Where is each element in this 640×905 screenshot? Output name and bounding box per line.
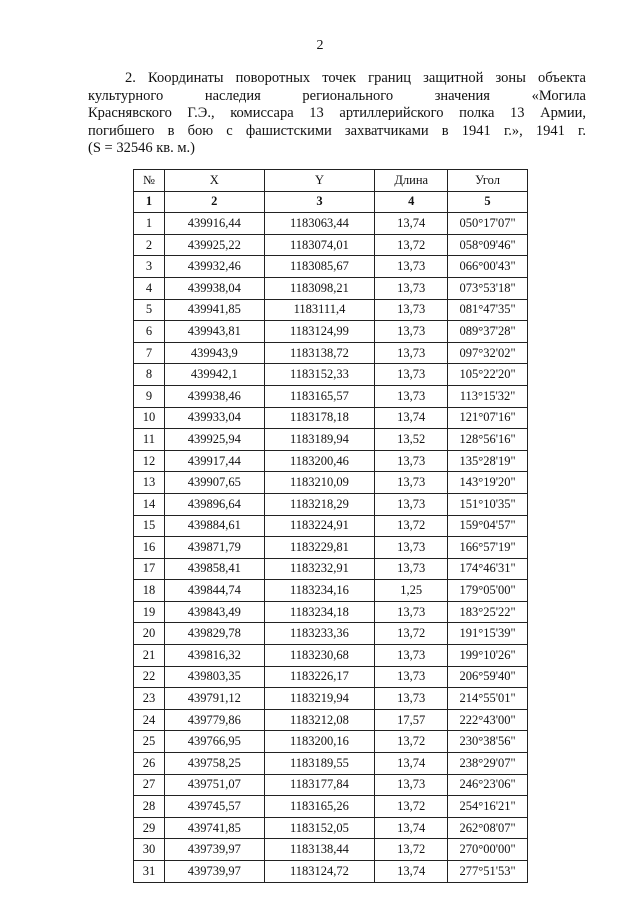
point-number: 10 — [134, 407, 165, 429]
direction-angle: 128°56'16" — [448, 429, 528, 451]
point-number: 17 — [134, 558, 165, 580]
direction-angle: 183°25'22" — [448, 601, 528, 623]
direction-angle: 246°23'06" — [448, 774, 528, 796]
segment-length: 1,25 — [375, 580, 448, 602]
y-coordinate: 1183138,44 — [264, 839, 375, 861]
direction-angle: 179°05'00" — [448, 580, 528, 602]
direction-angle: 206°59'40" — [448, 666, 528, 688]
y-coordinate: 1183074,01 — [264, 234, 375, 256]
x-coordinate: 439803,35 — [164, 666, 264, 688]
header-length: Длина — [375, 170, 448, 192]
y-coordinate: 1183229,81 — [264, 537, 375, 559]
y-coordinate: 1183111,4 — [264, 299, 375, 321]
segment-length: 17,57 — [375, 709, 448, 731]
segment-length: 13,73 — [375, 450, 448, 472]
x-coordinate: 439791,12 — [164, 688, 264, 710]
table-row — [134, 385, 528, 407]
point-number: 16 — [134, 537, 165, 559]
direction-angle: 135°28'19" — [448, 450, 528, 472]
x-coordinate: 439907,65 — [164, 472, 264, 494]
x-coordinate: 439938,46 — [164, 385, 264, 407]
x-coordinate: 439942,1 — [164, 364, 264, 386]
direction-angle: 166°57'19" — [448, 537, 528, 559]
table-row — [134, 645, 528, 667]
y-coordinate: 1183234,16 — [264, 580, 375, 602]
direction-angle: 214°55'01" — [448, 688, 528, 710]
segment-length: 13,73 — [375, 666, 448, 688]
segment-length: 13,72 — [375, 839, 448, 861]
column-number: 3 — [264, 191, 375, 213]
table-row — [134, 623, 528, 645]
point-number: 20 — [134, 623, 165, 645]
point-number: 6 — [134, 321, 165, 343]
point-number: 4 — [134, 277, 165, 299]
column-number: 4 — [375, 191, 448, 213]
point-number: 15 — [134, 515, 165, 537]
direction-angle: 191°15'39" — [448, 623, 528, 645]
x-coordinate: 439766,95 — [164, 731, 264, 753]
x-coordinate: 439741,85 — [164, 817, 264, 839]
point-number: 23 — [134, 688, 165, 710]
table-row — [134, 234, 528, 256]
table-row — [134, 688, 528, 710]
table-row — [134, 558, 528, 580]
direction-angle: 174°46'31" — [448, 558, 528, 580]
coordinates-table-body — [134, 213, 528, 882]
x-coordinate: 439751,07 — [164, 774, 264, 796]
direction-angle: 050°17'07" — [448, 213, 528, 235]
segment-length: 13,74 — [375, 861, 448, 883]
x-coordinate: 439943,81 — [164, 321, 264, 343]
segment-length: 13,52 — [375, 429, 448, 451]
table-row — [134, 450, 528, 472]
table-row — [134, 342, 528, 364]
y-coordinate: 1183152,05 — [264, 817, 375, 839]
segment-length: 13,73 — [375, 558, 448, 580]
point-number: 31 — [134, 861, 165, 883]
direction-angle: 222°43'00" — [448, 709, 528, 731]
x-coordinate: 439933,04 — [164, 407, 264, 429]
x-coordinate: 439816,32 — [164, 645, 264, 667]
y-coordinate: 1183212,08 — [264, 709, 375, 731]
segment-length: 13,73 — [375, 645, 448, 667]
direction-angle: 277°51'53" — [448, 861, 528, 883]
x-coordinate: 439917,44 — [164, 450, 264, 472]
table-row — [134, 839, 528, 861]
point-number: 3 — [134, 256, 165, 278]
segment-length: 13,73 — [375, 321, 448, 343]
segment-length: 13,73 — [375, 364, 448, 386]
point-number: 24 — [134, 709, 165, 731]
direction-angle: 151°10'35" — [448, 493, 528, 515]
segment-length: 13,73 — [375, 774, 448, 796]
y-coordinate: 1183124,99 — [264, 321, 375, 343]
point-number: 1 — [134, 213, 165, 235]
x-coordinate: 439896,64 — [164, 493, 264, 515]
y-coordinate: 1183178,18 — [264, 407, 375, 429]
table-row — [134, 861, 528, 883]
x-coordinate: 439925,94 — [164, 429, 264, 451]
segment-length: 13,74 — [375, 753, 448, 775]
x-coordinate: 439843,49 — [164, 601, 264, 623]
x-coordinate: 439916,44 — [164, 213, 264, 235]
y-coordinate: 1183210,09 — [264, 472, 375, 494]
y-coordinate: 1183219,94 — [264, 688, 375, 710]
point-number: 8 — [134, 364, 165, 386]
segment-length: 13,72 — [375, 731, 448, 753]
table-row — [134, 493, 528, 515]
point-number: 22 — [134, 666, 165, 688]
segment-length: 13,74 — [375, 213, 448, 235]
x-coordinate: 439858,41 — [164, 558, 264, 580]
table-row — [134, 364, 528, 386]
y-coordinate: 1183165,57 — [264, 385, 375, 407]
table-row — [134, 709, 528, 731]
point-number: 27 — [134, 774, 165, 796]
x-coordinate: 439779,86 — [164, 709, 264, 731]
direction-angle: 105°22'20" — [448, 364, 528, 386]
table-row — [134, 213, 528, 235]
y-coordinate: 1183098,21 — [264, 277, 375, 299]
table-row — [134, 515, 528, 537]
direction-angle: 270°00'00" — [448, 839, 528, 861]
table-header-row — [134, 170, 528, 192]
segment-length: 13,73 — [375, 385, 448, 407]
x-coordinate: 439943,9 — [164, 342, 264, 364]
x-coordinate: 439739,97 — [164, 861, 264, 883]
x-coordinate: 439941,85 — [164, 299, 264, 321]
direction-angle: 066°00'43" — [448, 256, 528, 278]
segment-length: 13,73 — [375, 342, 448, 364]
table-row — [134, 753, 528, 775]
direction-angle: 121°07'16" — [448, 407, 528, 429]
direction-angle: 081°47'35" — [448, 299, 528, 321]
direction-angle: 199°10'26" — [448, 645, 528, 667]
y-coordinate: 1183224,91 — [264, 515, 375, 537]
page-number: 2 — [316, 38, 324, 53]
direction-angle: 230°38'56" — [448, 731, 528, 753]
y-coordinate: 1183230,68 — [264, 645, 375, 667]
point-number: 29 — [134, 817, 165, 839]
point-number: 13 — [134, 472, 165, 494]
segment-length: 13,73 — [375, 688, 448, 710]
direction-angle: 097°32'02" — [448, 342, 528, 364]
segment-length: 13,72 — [375, 234, 448, 256]
table-row — [134, 299, 528, 321]
x-coordinate: 439938,04 — [164, 277, 264, 299]
section-heading — [88, 70, 586, 158]
y-coordinate: 1183085,67 — [264, 256, 375, 278]
x-coordinate: 439925,22 — [164, 234, 264, 256]
y-coordinate: 1183189,55 — [264, 753, 375, 775]
table-row — [134, 321, 528, 343]
x-coordinate: 439739,97 — [164, 839, 264, 861]
column-number: 5 — [448, 191, 528, 213]
segment-length: 13,73 — [375, 472, 448, 494]
y-coordinate: 1183232,91 — [264, 558, 375, 580]
x-coordinate: 439745,57 — [164, 796, 264, 818]
segment-length: 13,74 — [375, 407, 448, 429]
table-row — [134, 580, 528, 602]
heading-line-3: Краснявского Г.Э., комиссара 13 артиллерийского полка 13 Армии, — [88, 105, 586, 121]
segment-length: 13,73 — [375, 601, 448, 623]
table-row — [134, 407, 528, 429]
column-number: 1 — [134, 191, 165, 213]
header-angle: Угол — [448, 170, 528, 192]
direction-angle: 089°37'28" — [448, 321, 528, 343]
y-coordinate: 1183165,26 — [264, 796, 375, 818]
point-number: 5 — [134, 299, 165, 321]
column-number: 2 — [164, 191, 264, 213]
y-coordinate: 1183226,17 — [264, 666, 375, 688]
direction-angle: 058°09'46" — [448, 234, 528, 256]
y-coordinate: 1183218,29 — [264, 493, 375, 515]
table-row — [134, 601, 528, 623]
y-coordinate: 1183152,33 — [264, 364, 375, 386]
x-coordinate: 439884,61 — [164, 515, 264, 537]
header-y: Y — [264, 170, 375, 192]
y-coordinate: 1183200,46 — [264, 450, 375, 472]
y-coordinate: 1183234,18 — [264, 601, 375, 623]
y-coordinate: 1183124,72 — [264, 861, 375, 883]
segment-length: 13,73 — [375, 537, 448, 559]
point-number: 14 — [134, 493, 165, 515]
direction-angle: 238°29'07" — [448, 753, 528, 775]
segment-length: 13,73 — [375, 277, 448, 299]
y-coordinate: 1183177,84 — [264, 774, 375, 796]
segment-length: 13,72 — [375, 796, 448, 818]
header-x: X — [164, 170, 264, 192]
y-coordinate: 1183233,36 — [264, 623, 375, 645]
x-coordinate: 439932,46 — [164, 256, 264, 278]
table-row — [134, 731, 528, 753]
point-number: 28 — [134, 796, 165, 818]
point-number: 21 — [134, 645, 165, 667]
y-coordinate: 1183138,72 — [264, 342, 375, 364]
point-number: 12 — [134, 450, 165, 472]
direction-angle: 143°19'20" — [448, 472, 528, 494]
header-number: № — [134, 170, 165, 192]
table-row — [134, 666, 528, 688]
point-number: 7 — [134, 342, 165, 364]
segment-length: 13,73 — [375, 493, 448, 515]
table-column-number-row — [134, 191, 528, 213]
y-coordinate: 1183200,16 — [264, 731, 375, 753]
y-coordinate: 1183063,44 — [264, 213, 375, 235]
heading-line-4: погибшего в бою с фашистскими захватчиками в 1941 г.», 1941 г. — [88, 122, 586, 139]
table-row — [134, 429, 528, 451]
x-coordinate: 439758,25 — [164, 753, 264, 775]
y-coordinate: 1183189,94 — [264, 429, 375, 451]
segment-length: 13,73 — [375, 256, 448, 278]
point-number: 2 — [134, 234, 165, 256]
table-row — [134, 277, 528, 299]
segment-length: 13,74 — [375, 817, 448, 839]
point-number: 11 — [134, 429, 165, 451]
direction-angle: 254°16'21" — [448, 796, 528, 818]
point-number: 18 — [134, 580, 165, 602]
direction-angle: 262°08'07" — [448, 817, 528, 839]
direction-angle: 113°15'32" — [448, 385, 528, 407]
segment-length: 13,72 — [375, 515, 448, 537]
point-number: 19 — [134, 601, 165, 623]
point-number: 26 — [134, 753, 165, 775]
point-number: 9 — [134, 385, 165, 407]
segment-length: 13,72 — [375, 623, 448, 645]
x-coordinate: 439871,79 — [164, 537, 264, 559]
table-row — [134, 472, 528, 494]
heading-line-1: 2. Координаты поворотных точек границ защитной зоны объекта — [125, 70, 586, 86]
direction-angle: 159°04'57" — [448, 515, 528, 537]
segment-length: 13,73 — [375, 299, 448, 321]
coordinates-table — [133, 169, 528, 883]
direction-angle: 073°53'18" — [448, 277, 528, 299]
table-row — [134, 537, 528, 559]
point-number: 25 — [134, 731, 165, 753]
table-row — [134, 817, 528, 839]
heading-line-5: (S = 32546 кв. м.) — [88, 140, 195, 156]
x-coordinate: 439844,74 — [164, 580, 264, 602]
table-row — [134, 774, 528, 796]
table-row — [134, 256, 528, 278]
heading-line-2: культурного наследия регионального значения «Могила — [88, 87, 586, 104]
table-row — [134, 796, 528, 818]
point-number: 30 — [134, 839, 165, 861]
x-coordinate: 439829,78 — [164, 623, 264, 645]
